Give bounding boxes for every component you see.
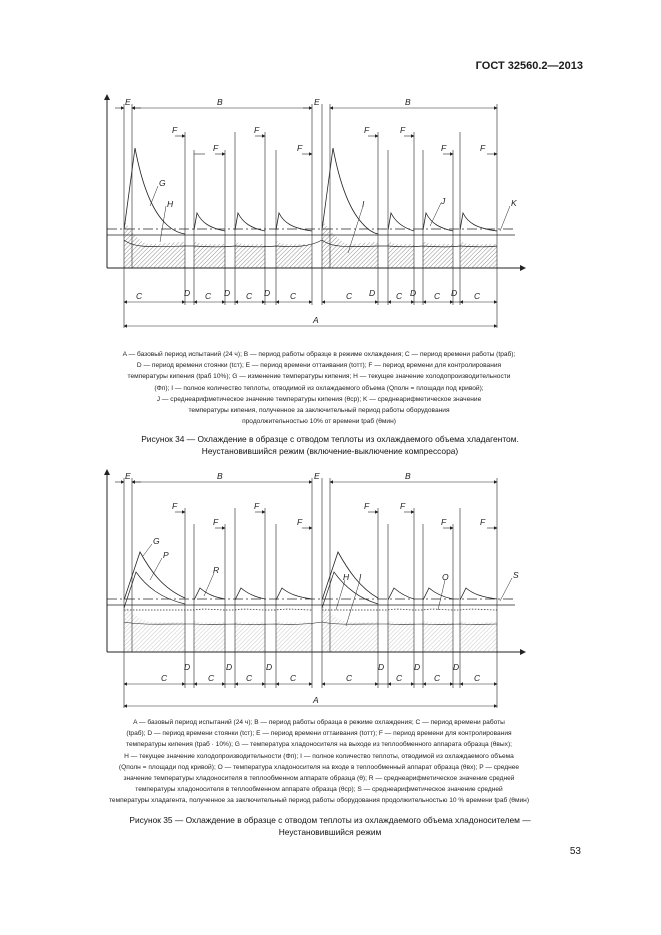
label-d6: D xyxy=(451,288,458,298)
label-d2: D xyxy=(226,662,233,672)
figure-35 xyxy=(0,460,661,715)
page-number: 53 xyxy=(569,846,581,857)
temperature-curve-g xyxy=(124,148,497,234)
label-c4: C xyxy=(290,291,297,301)
label-e1: E xyxy=(125,471,131,481)
label-c8: C xyxy=(474,673,481,683)
period-dividers xyxy=(124,104,497,328)
label-f6: F xyxy=(400,125,406,135)
label-e1: E xyxy=(125,97,131,107)
label-a: A xyxy=(313,315,319,325)
legend35-line: температуры кипения (tраб · 10%); G — температура хладоносителя на выходе из теплообменного аппарата образца (θвых); xyxy=(126,741,512,749)
label-c3: C xyxy=(246,673,253,683)
label-c7: C xyxy=(434,673,441,683)
label-c8: C xyxy=(474,291,481,301)
label-f7: F xyxy=(441,517,447,527)
caption34-line2: Неустановившийся режим (включение-выключение компрессора) xyxy=(201,445,459,456)
label-d5: D xyxy=(410,288,417,298)
label-h: H xyxy=(343,572,350,582)
label-f5: F xyxy=(364,501,370,511)
label-d4: D xyxy=(369,288,376,298)
label-f8: F xyxy=(480,517,486,527)
legend34-line: продолжительностью 10% от времени tраб (θмин) xyxy=(242,418,396,426)
label-b1: B xyxy=(217,97,223,107)
caption34-line1: Рисунок 34 — Охлаждение в образце с отводом теплоты из охлаждаемого объема хладагентом. xyxy=(141,434,519,444)
label-d4: D xyxy=(378,662,385,672)
legend35-line: значение температуры хладоносителя в теплообменном аппарате образца (θ); R — среднеарифметическое значение средней xyxy=(123,775,515,783)
label-d1: D xyxy=(184,288,191,298)
label-r: R xyxy=(213,565,220,575)
legend35-line: (tраб); D — период времени стоянки (tст); E — период времени оттаивания (tотт); F — период времени для контролирования xyxy=(126,730,512,738)
label-b2: B xyxy=(405,97,411,107)
figure-35-diagram xyxy=(0,460,661,715)
legend34-line: D — период времени стоянки (tст); E — период времени оттаивания (tотт); F — период времени для контролирования xyxy=(136,362,502,370)
label-i: I xyxy=(359,572,362,582)
label-f7: F xyxy=(441,143,447,153)
legend34-line: (Φп); I — полное количество теплоты, отводимой из охлаждаемого объема (Qполн = площади под кривой); xyxy=(154,384,484,392)
label-d3: D xyxy=(264,288,271,298)
caption35-line2: Неустановившийся режим xyxy=(278,826,382,837)
inlet-temperature-curve-o xyxy=(124,609,497,610)
label-f8: F xyxy=(480,143,486,153)
label-c7: C xyxy=(434,291,441,301)
label-f2: F xyxy=(213,517,219,527)
legend34-line: A — базовый период испытаний (24 ч); B — период работы образце в режиме охлаждения; C — период времени работы (tраб); xyxy=(122,351,516,358)
bottom-dimensions xyxy=(124,302,497,326)
label-d6: D xyxy=(453,662,460,672)
legend35-line: температуры хладоносителя в теплообменном аппарате образца (θср); S — среднеарифметическое значение средней xyxy=(135,786,503,794)
label-f3: F xyxy=(254,501,260,511)
figure-35-legend xyxy=(58,717,580,807)
label-c1: C xyxy=(136,291,143,301)
caption35-line1: Рисунок 35 — Охлаждение в образце с отводом теплоты из охлаждаемого объема хладоносителем — xyxy=(129,815,531,825)
label-c5: C xyxy=(346,673,353,683)
figure-34-diagram xyxy=(0,90,661,352)
legend35-line: (Qполн = площади под кривой); O — температура хладоносителя на входе в теплообменный аппарат образца (θвх); P — среднее xyxy=(118,763,520,771)
label-b1: B xyxy=(217,471,223,481)
label-f6: F xyxy=(400,501,406,511)
label-h: H xyxy=(167,199,174,209)
label-d2: D xyxy=(224,288,231,298)
label-d5: D xyxy=(414,662,421,672)
legend35-line: A — базовый период испытаний (24 ч); B — период работы образца в режиме охлаждения; C — период времени работы xyxy=(133,719,505,726)
label-p: P xyxy=(163,550,169,560)
legend35-line: H — текущее значение холодопроизводительности (Φп); I — полное количество теплоты, отводимой из охлаждаемого объема xyxy=(124,752,514,760)
label-c3: C xyxy=(246,291,253,301)
label-c5: C xyxy=(346,291,353,301)
figure-34-labels xyxy=(125,97,517,325)
legend34-line: температуры кипения (tраб 10%); G — изменение температуры кипения; H — текущее значение холодопроизводительности xyxy=(127,373,511,381)
label-j: J xyxy=(441,196,446,206)
legend35-line: температуры хладагента, полученное за заключительный период работы оборудования продолжительностью 10 % времени tраб (θмин) xyxy=(108,797,530,805)
legend34-line: J — среднеарифметическое значение температуры кипения (θср); K — среднеарифметическое значение xyxy=(156,395,482,403)
figure-34-legend xyxy=(58,349,580,427)
label-o: O xyxy=(442,572,449,582)
label-f5: F xyxy=(364,125,370,135)
label-c6: C xyxy=(396,291,403,301)
label-g: G xyxy=(159,178,166,188)
label-c4: C xyxy=(290,673,297,683)
bottom-dimensions xyxy=(124,684,497,706)
label-e2: E xyxy=(314,471,320,481)
label-c2: C xyxy=(208,673,215,683)
label-b2: B xyxy=(405,471,411,481)
label-f1: F xyxy=(172,125,178,135)
standard-number: ГОСТ 32560.2—2013 xyxy=(475,60,583,72)
heat-area-hatched xyxy=(124,605,497,652)
label-f4: F xyxy=(297,143,303,153)
label-f1: F xyxy=(172,501,178,511)
label-s: S xyxy=(513,570,519,580)
mean-temperature-curve-p xyxy=(124,572,378,608)
figure-34-caption xyxy=(70,434,590,457)
figure-34 xyxy=(0,90,661,352)
label-g: G xyxy=(153,536,160,546)
legend34-line: температуры кипения, полученное за заключительный период работы оборудования xyxy=(188,407,450,415)
label-d1: D xyxy=(184,662,191,672)
label-c2: C xyxy=(205,291,212,301)
label-c6: C xyxy=(396,673,403,683)
label-e2: E xyxy=(314,97,320,107)
label-i: I xyxy=(362,199,365,209)
period-dividers xyxy=(124,478,497,708)
label-k: K xyxy=(511,198,517,208)
label-f2: F xyxy=(213,143,219,153)
label-f4: F xyxy=(297,517,303,527)
label-c1: C xyxy=(161,673,168,683)
label-a: A xyxy=(313,695,319,705)
label-d3: D xyxy=(266,662,273,672)
label-f3: F xyxy=(254,125,260,135)
figure-35-caption xyxy=(70,815,590,838)
